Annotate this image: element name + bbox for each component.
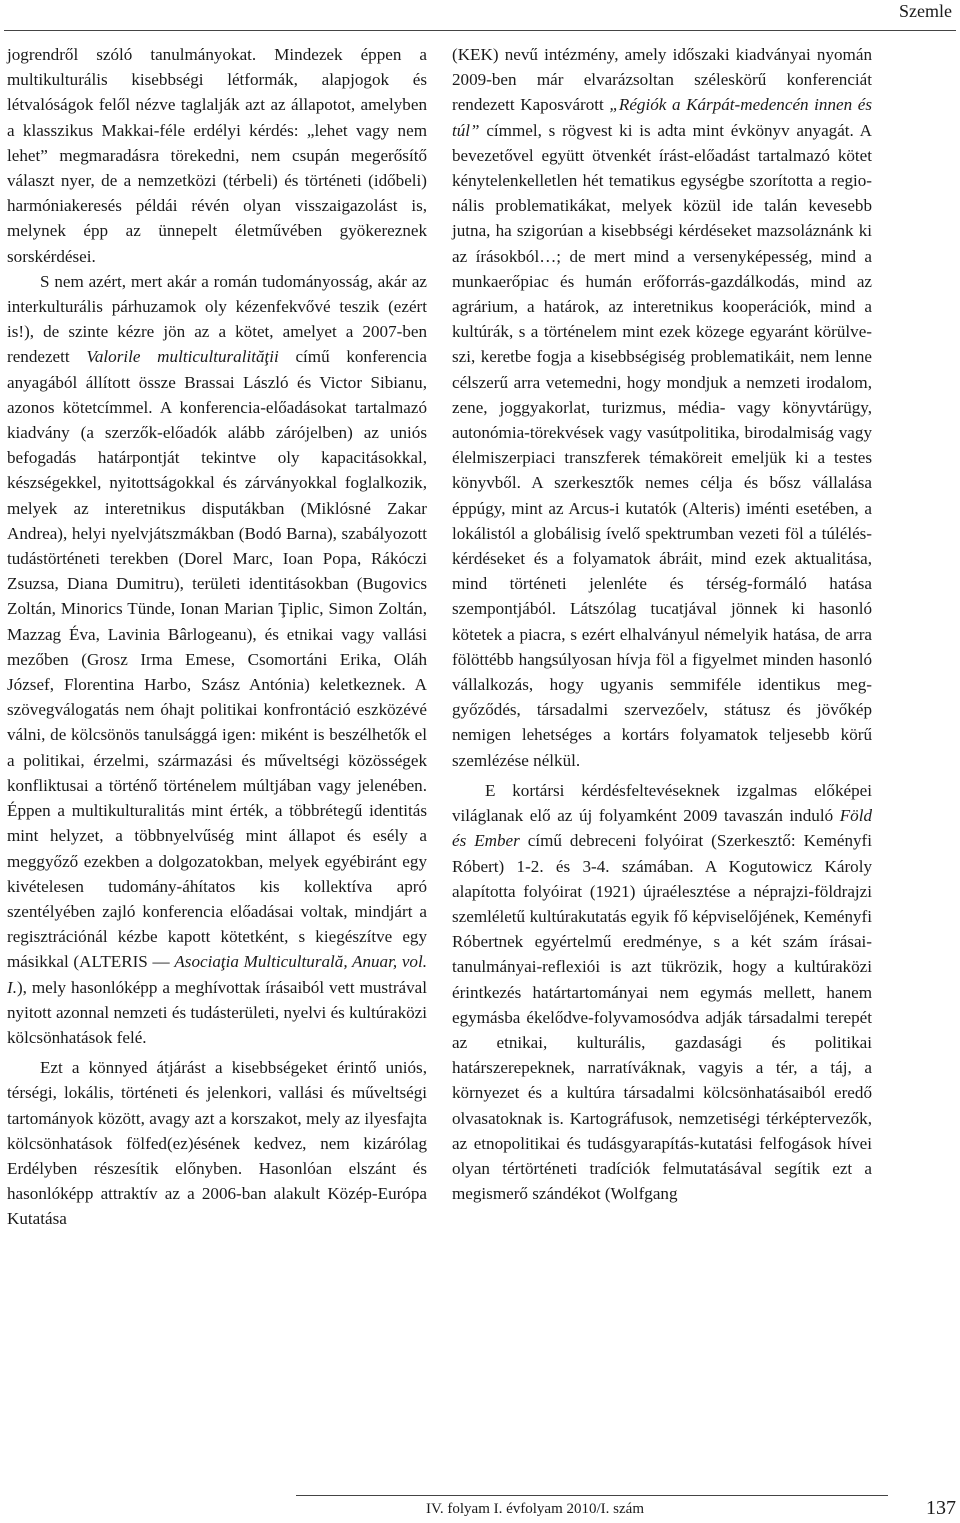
header-rule [4, 30, 956, 31]
left-paragraph-1: jogrendről szóló tanulmányokat. Mindezek éppen a multikulturális kisebbségi létformák, alapjogok és létvalóságok felől nézve taglalják azt az állapotot, amelyben a klasszikus Makkai-féle erdélyi kérdés: „lehet vagy nem lehet” megmaradásra törekedni, nem csupán megerősítő választ nyer, de a nemzetközi (térbeli) és történeti (időbeli) harmóniakeresés példái révén olyan visszaigazolást is, melynek épp az ünnepelt életművében gyökereznek sorskérdései. [7, 45, 427, 266]
left-paragraph-2-text-a: S nem azért, mert akár a román tudományosság, akár az interkulturális párhuzamok oly kézenfekvővé teszik (ezért is!), de szinte kézre jön az a kötet, amelyet a 2007-ben rendezett [7, 271, 427, 367]
left-paragraph-2-title-alteris: Asociaţia Multiculturală, Anuar, vol. I. [7, 952, 427, 997]
right-column [452, 42, 872, 1206]
footer-journal-issue: IV. folyam I. évfolyam 2010/I. szám [425, 1501, 644, 1517]
footer-rule [296, 1495, 888, 1496]
right-paragraph-1 [452, 42, 872, 773]
left-paragraph-2-text-c: ), mely hasonlóképp a meghívottak írásaiból vett mustrával nyitott azonnal nemzeti és tudásterületi, nyelvi és kultúraközi kölcsönhatások felé. [7, 977, 427, 1047]
left-paragraph-2 [7, 269, 427, 1050]
right-paragraph-2-text-a: E kortársi kérdésfeltevéseknek izgalmas előképei világlanak elő az új folyamként 2009 tavaszán induló [452, 780, 872, 826]
left-column [7, 42, 427, 1232]
right-paragraph-2-text-b: című debreceni folyóirat (Szerkesztő: Keményfi Róbert) 1-2. és 3-4. számában. A Kogutowicz Károly alapította folyóirat (1921) újraélesztése a néprajzi-földrajzi szemléletű kultúrakutatás egyik fő képviselőjének, Keményfi Róbertnek egyértelmű eredménye, s a két szám írásai-tanulmányai-reflexiói is azt tükrözik, hogy a kultúraközi érintkezés határtartományai nem egymás mellett, hanem egymásba ékelődve-folyvamosódva adják társadalmi terepét az etnikai, kulturális, gazdasági és politikai határszerepeknek, narratíváknak, vagyis a tér, a táj, a környezet és a kultúra társadalmi kölcsönhatásaiból eredő olvasatoknak is. Kartográfusok, nemzetiségi térképtervezők, az etnopolitikai és tudásgyarapítás-kutatási felfogások hívei olyan tértörténeti tradíciók felmutatásával segítik ezt a megismerő szándékot (Wolfgang [452, 831, 872, 1204]
page-number: 137 [926, 1497, 956, 1519]
right-paragraph-1-text-b: címmel, s rögvest ki is adta mint évkönyv anyagát. A bevezetővel együtt ötvenkét írást-előadást tartalmazó kötet kénytelenkelletlen hét tematikus egységbe szorította a regionális problematikákat, melyek közül ide talán kevesebb jutna, ha szigorúan a kisebbségi kérdéseket mazsoláznánk ki az írásokból…; de mert mind a versenyképesség, mind a munkaerőpiac és humán erőforrás-gazdálkodás, mind az agrárium, a határok, az interetnikus kooperációk, mind a kultúrák, s a történelem mint ezek közege egyaránt körülveszi, keretbe fogja a kisebbségiség problematikáit, nem lenne célszerű arra vetemedni, hogy mondjuk a nemzeti irodalom, zene, joggyakorlat, turizmus, média- vagy könyvtárügy, autonómia-törekvések vagy vasútpolitika, birodalmiság vagy élelmiszerpiaci transzferek témaköreit emeljük ki a testes könyvből. A szerkesztők nemes célja és bősz vállalása éppúgy, mint az Arcus-i kutatók (Alteris) iménti esetében, a lokálistól a globálisig ívelő spektrumban vezeti föl a túlélés-kérdéseket és a folyamatok ábráit, mind ezek aktualitása, mind történeti jelenléte és térség-formáló hatása szempontjából. Látszólag tucatjával jönnek ki hasonló kötetek a piacra, s ezért elhalványul némelyik hatása, de arra fölöttébb hangsúlyosan hívja föl a figyelmet minden hasonló vállalkozás, hogy ugyanis semmiféle identikus meggyőződés, társadalmi szervezőelv, státusz és jövőkép nemigen lehetséges a kortárs folyamatok teljesebb körű szemlézése nélkül. [452, 120, 872, 770]
running-head: Szemle [899, 1, 952, 21]
right-paragraph-1-text-a: (KEK) nevű intézmény, amely időszaki kiadványai nyomán 2009-ben már elvarázsoltan széleskörű konferenciát rendezett Kaposvárott [452, 45, 872, 115]
right-paragraph-1-title-regiok: „Régiók a Kárpát-medencén innen és túl” [452, 95, 872, 140]
right-paragraph-2-title-fold-es-ember: Föld és Ember [452, 806, 872, 851]
left-paragraph-2-title-valorile: Valorile multiculturalităţii [86, 347, 279, 367]
right-paragraph-2 [452, 778, 872, 1206]
left-paragraph-3: Ezt a könnyed átjárást a kisebbségeket érintő uniós, térségi, lokális, történeti és jelenkori, vallási és műveltségi tartományok között, avagy azt a korszakot, mely az ilyesfajta kölcsönhatások fölfed(ez)ésének kedvez, nem kizárólag Erdélyben részesítik előnyben. Hasonlóan elszánt és hasonlóképp attraktív az a 2006-ban alakult Közép-Európa Kutatása [7, 1058, 427, 1229]
left-paragraph-2-text-b: című konferencia anyagából állított össze Brassai László és Victor Sibianu, azonos kötetcímmel. A konferencia-előadásokat tartalmazó kiadvány (a szerzők-előadók alább zárójelben) az uniós befogadás határpontját tekintve oly kapacitásokkal, készségekkel, nyitottságokkal és zárványokkal foglalkozik, melyek az interetnikus disputákban (Miklósné Zakar Andrea), helyi nyelvjátszmákban (Bodó Barna), szabályozott tudástörténeti terekben (Dorel Marc, Ioan Popa, Rákóczi Zsuzsa, Diana Dumitru), területi identitásokban (Bugovics Zoltán, Minorics Tünde, Ionan Marian Ţiplic, Simon Zoltán, Mazzag Éva, Lavinia Bârlogeanu), és etnikai vagy vallási mezőben (Grosz Irma Emese, Csomortáni Erika, Oláh József, Florentina Harbo, Szász Antónia) keletkeznek. A szövegválogatás nem óhajt politikai konfrontáció eszközévé válni, de kölcsönös tanulsággá igen: miként is beszélhetők el a politikai, érzelmi, származási és műveltségi közösségek konfliktusai a történő történelem múltjában vagy jelenében. Éppen a multikulturalitás mint érték, a többrétegű identitás mint helyzet, a többnyelvűség mint állapot és esély a meggyőző ezekben a dolgozatokban, melyek egyébiránt egy kivételesen tudomány-áhítatos kis kollektíva apró szentélyében zajló konferencia előadásai voltak, mindjárt a regisztrációnál kézbe kapott kötetként, s kiegészítve egy másikkal (ALTERIS — [7, 347, 427, 972]
